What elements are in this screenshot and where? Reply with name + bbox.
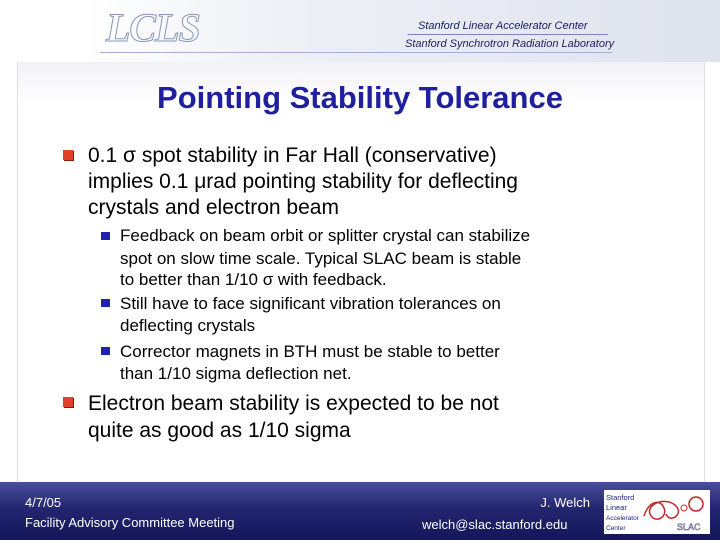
lcls-logo-text: LCLS — [106, 5, 200, 50]
slac-logo-line-1: Stanford — [606, 493, 635, 502]
bullet-square-icon — [63, 397, 73, 407]
slac-logo — [604, 490, 710, 534]
header-band — [0, 0, 720, 62]
slide-title: Pointing Stability Tolerance — [157, 80, 563, 115]
slac-logo-line-4: Center — [606, 525, 626, 532]
subbullet-1-line-1: Feedback on beam orbit or splitter crystal can stabilize — [120, 226, 531, 245]
bullet-2-line-2: quite as good as 1/10 sigma — [88, 419, 351, 442]
subbullet-1-line-3: to better than 1/10 σ with feedback. — [120, 270, 387, 289]
footer-meeting: Facility Advisory Committee Meeting — [25, 515, 235, 530]
lcls-logo — [106, 5, 206, 50]
subbullet-2-line-1: Still have to face significant vibration tolerances on — [120, 294, 501, 313]
slac-logo-line-2: Linear — [606, 503, 627, 512]
bullet-1-line-1: 0.1 σ spot stability in Far Hall (conservative) — [88, 144, 497, 167]
subbullet-3-line-1: Corrector magnets in BTH must be stable to better — [120, 342, 500, 361]
header-underline — [100, 52, 612, 53]
footer-date: 4/7/05 — [25, 495, 62, 510]
subbullet-square-icon — [101, 232, 110, 240]
bullet-square-icon — [63, 150, 73, 160]
bullet-1-line-2: implies 0.1 μrad pointing stability for deflecting — [88, 170, 518, 193]
bullet-2-line-1: Electron beam stability is expected to be not — [88, 392, 499, 415]
footer-email: welch@slac.stanford.edu — [422, 517, 568, 532]
subbullet-square-icon — [101, 299, 110, 307]
slac-logo-line-3: Accelerator — [606, 515, 639, 522]
footer-author: J. Welch — [540, 495, 590, 510]
institution-line-2: Stanford Synchrotron Radiation Laboratory — [405, 38, 615, 50]
bullet-1-line-3: crystals and electron beam — [88, 196, 339, 219]
institution-line-1: Stanford Linear Accelerator Center — [418, 20, 588, 32]
subbullet-2-line-2: deflecting crystals — [120, 316, 256, 335]
subbullet-3-line-2: than 1/10 sigma deflection net. — [120, 364, 352, 383]
header-divider — [408, 34, 608, 35]
slac-mark: SLAC — [677, 522, 701, 532]
subbullet-square-icon — [101, 347, 110, 355]
subbullet-1-line-2: spot on slow time scale. Typical SLAC beam is stable — [120, 249, 522, 268]
